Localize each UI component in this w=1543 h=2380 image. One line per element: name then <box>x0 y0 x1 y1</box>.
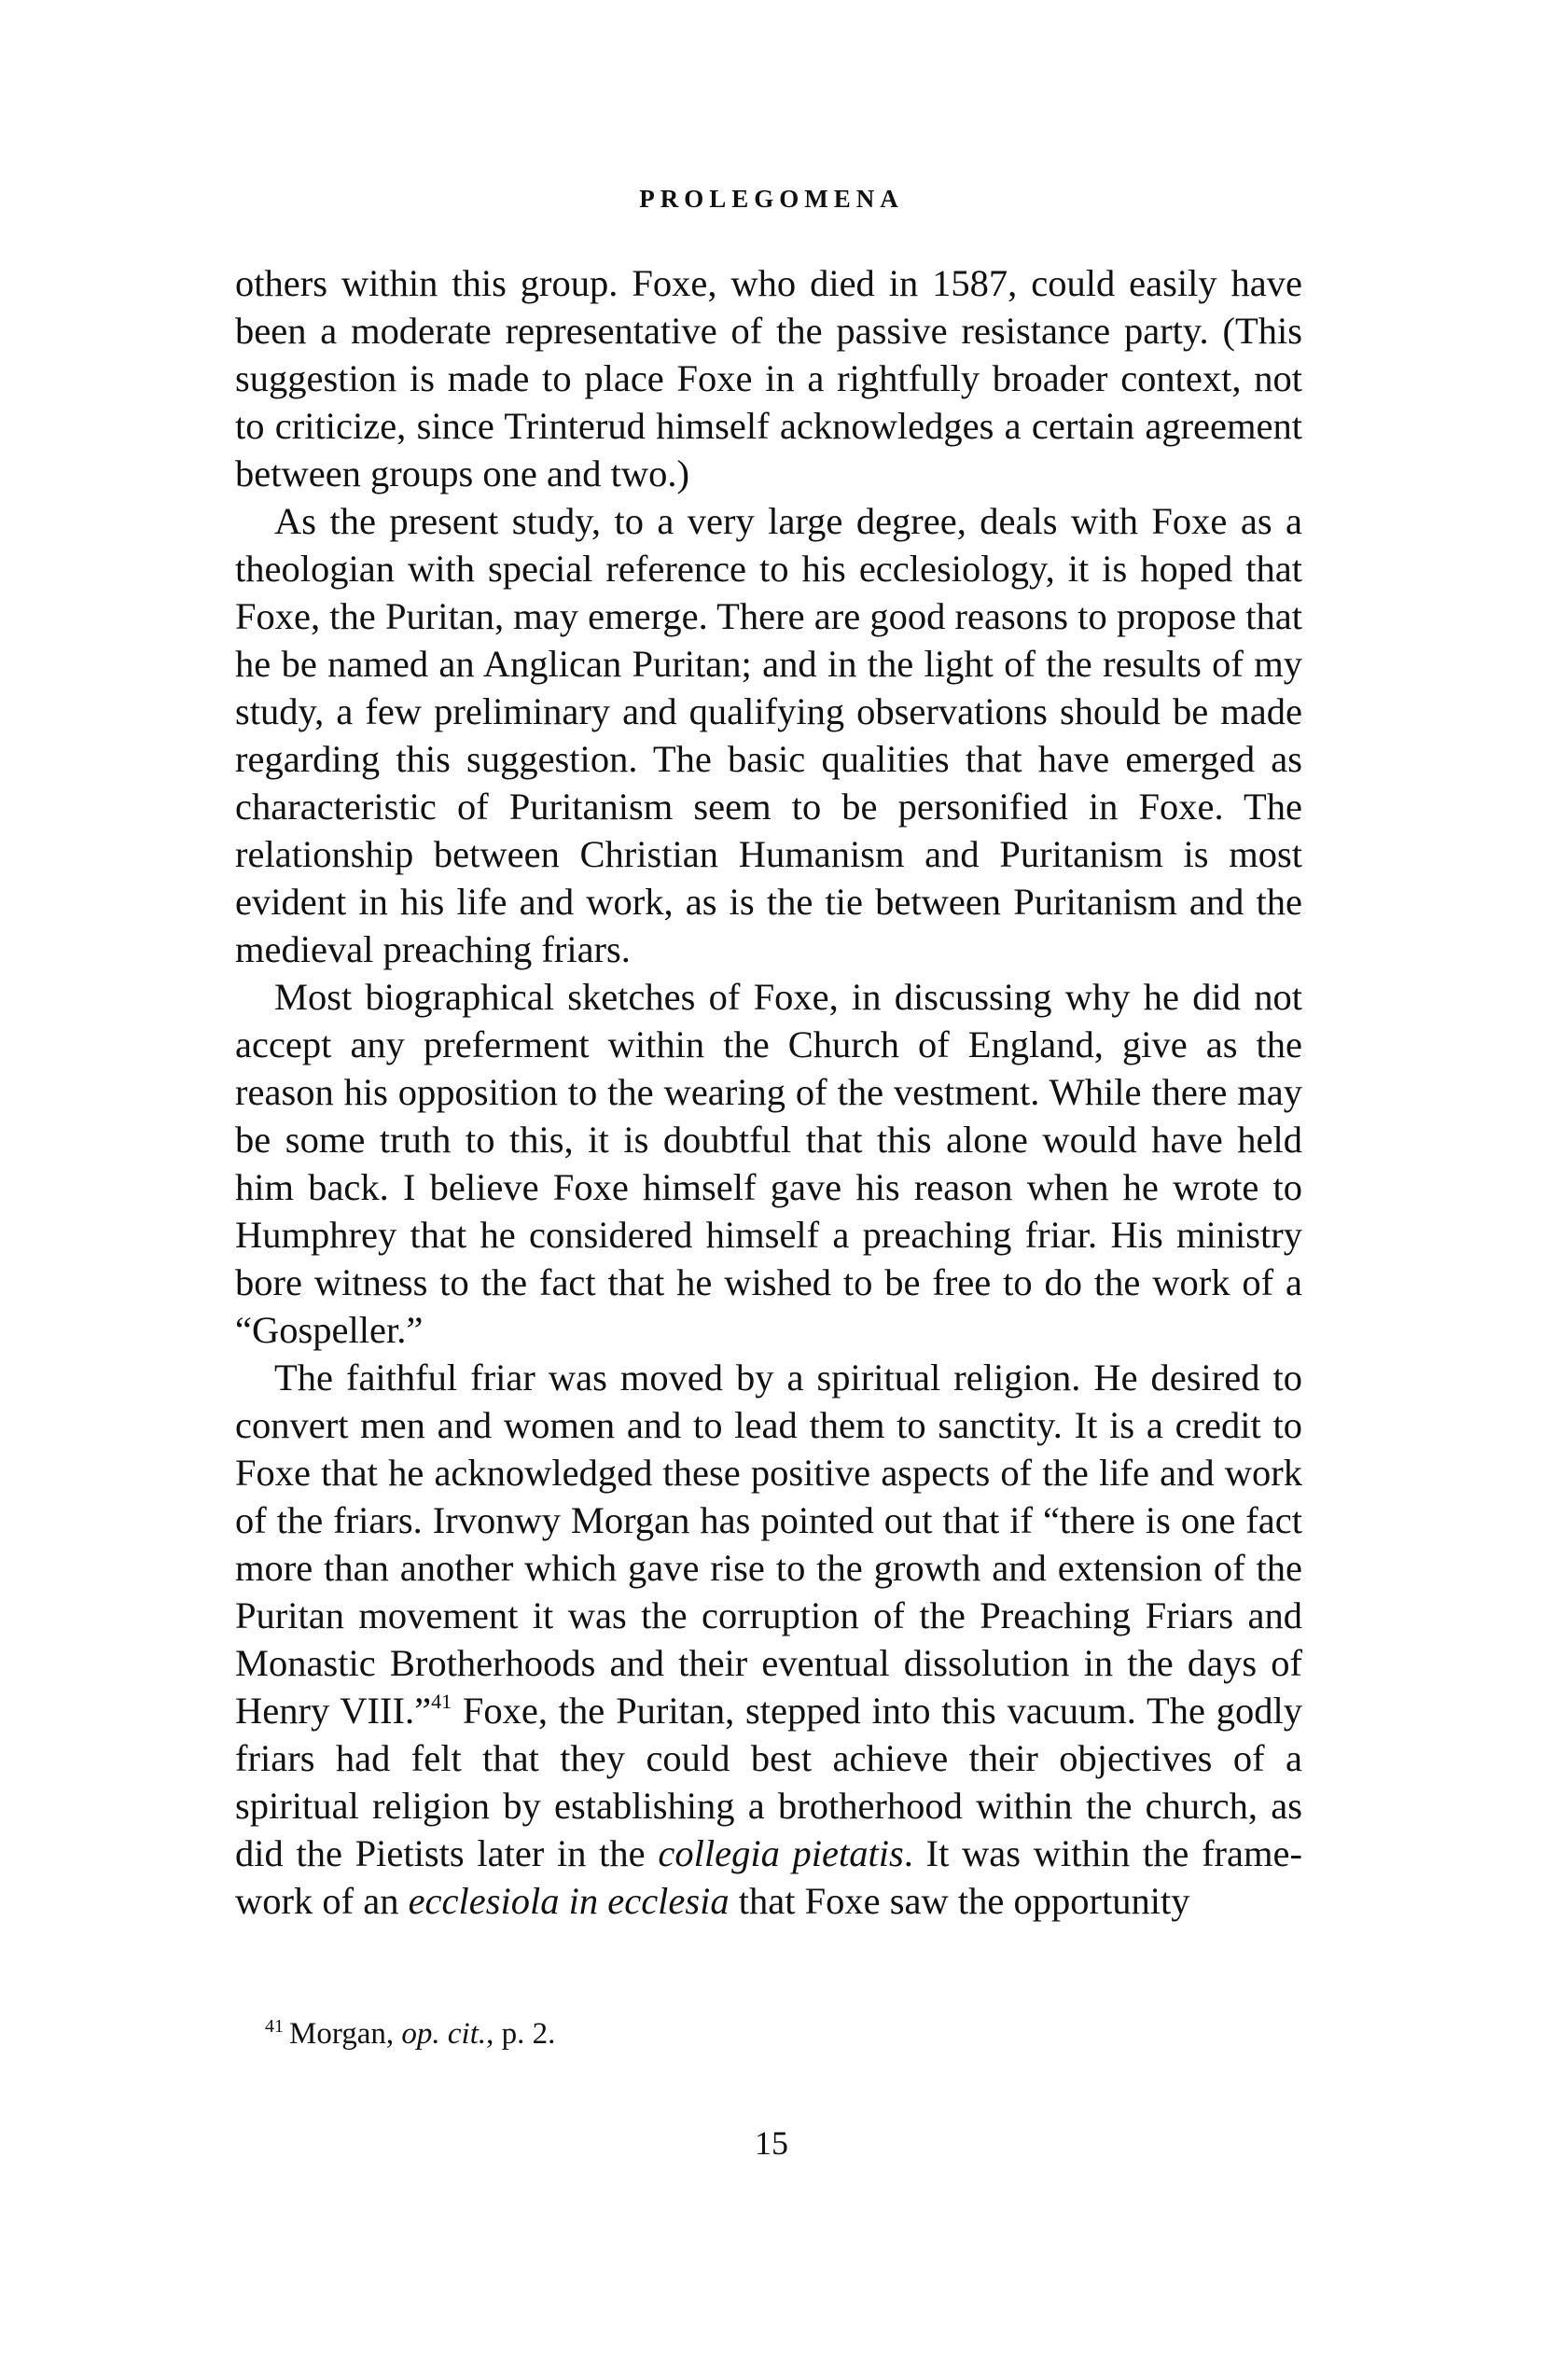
paragraph <box>235 973 1302 1354</box>
paragraph <box>235 1354 1302 1925</box>
text-segment: As the present study, to a very large degree, deals with Foxe as a theologian with special reference to his ecclesiology, it is hoped that Foxe, the Puritan, may emerge. There are good reasons to propose that he be named an Anglican Puritan; and in the light of the results of my study, a few preliminary and qualifying observations should be made regarding this suggestion. The basic qualities that have emerged as characteristic of Puritanism seem to be personified in Foxe. The relationship between Christian Humanism and Puritanism is most evident in his life and work, as is the tie between Puritanism and the medieval preaching friars. <box>235 500 1302 970</box>
italic-term: ecclesiola in ecclesia <box>408 1880 730 1922</box>
text-segment: Most biographical sketches of Foxe, in discussing why he did not accept any preferment within the Church of England, give as the reason his opposition to the wearing of the vestment. While there may be some truth to this, it is doubtful that this alone would have held him back. I believe Foxe himself gave his reason when he wrote to Humphrey that he considered himself a preaching friar. His ministry bore witness to the fact that he wished to be free to do the work of a “Gospeller.” <box>235 976 1302 1351</box>
text-segment: . It was within the framework of an <box>235 1832 1302 1922</box>
footnote-italic: op. cit. <box>401 2017 487 2051</box>
footnote-text: , p. 2. <box>486 2017 556 2051</box>
body-text <box>235 259 1302 1925</box>
paragraph <box>235 497 1302 973</box>
footnote-text: Morgan, <box>289 2017 402 2051</box>
paragraph <box>235 259 1302 497</box>
text-segment: that Foxe saw the opportunity <box>729 1880 1190 1922</box>
text-segment: others within this group. Foxe, who died in 1587, could easily have been a moderate representative of the passive resistance party. (This suggestion is made to place Foxe in a rightfully broader context, not to criticize, since Trinterud himself acknowledges a certain agreement between groups one and two.) <box>235 262 1302 494</box>
footnote-reference: 41 <box>431 1690 452 1713</box>
text-segment: Foxe, the Puritan, stepped into this vacuum. The godly friars had felt that they could best achieve their objectives of a spiritual religion by establishing a brotherhood within the church, as did the Pietists later in the <box>235 1690 1302 1874</box>
footnote-marker: 41 <box>265 2016 284 2037</box>
page-number: 15 <box>755 2124 788 2162</box>
running-head: PROLEGOMENA <box>639 185 904 213</box>
italic-term: collegia pietatis <box>658 1832 904 1874</box>
text-segment: The faithful friar was moved by a spiritual religion. He desired to convert men and women and to lead them to sanctity. It is a credit to Foxe that he acknowledged these positive aspects of the life and work of the friars. Irvonwy Morgan has pointed out that if “there is one fact more than another which gave rise to the growth and extension of the Puritan movement it was the corruption of the Preaching Friars and Monastic Brotherhoods and their eventual dissolution in the days of Henry VIII.” <box>235 1357 1302 1732</box>
footnote <box>265 2008 1302 2053</box>
